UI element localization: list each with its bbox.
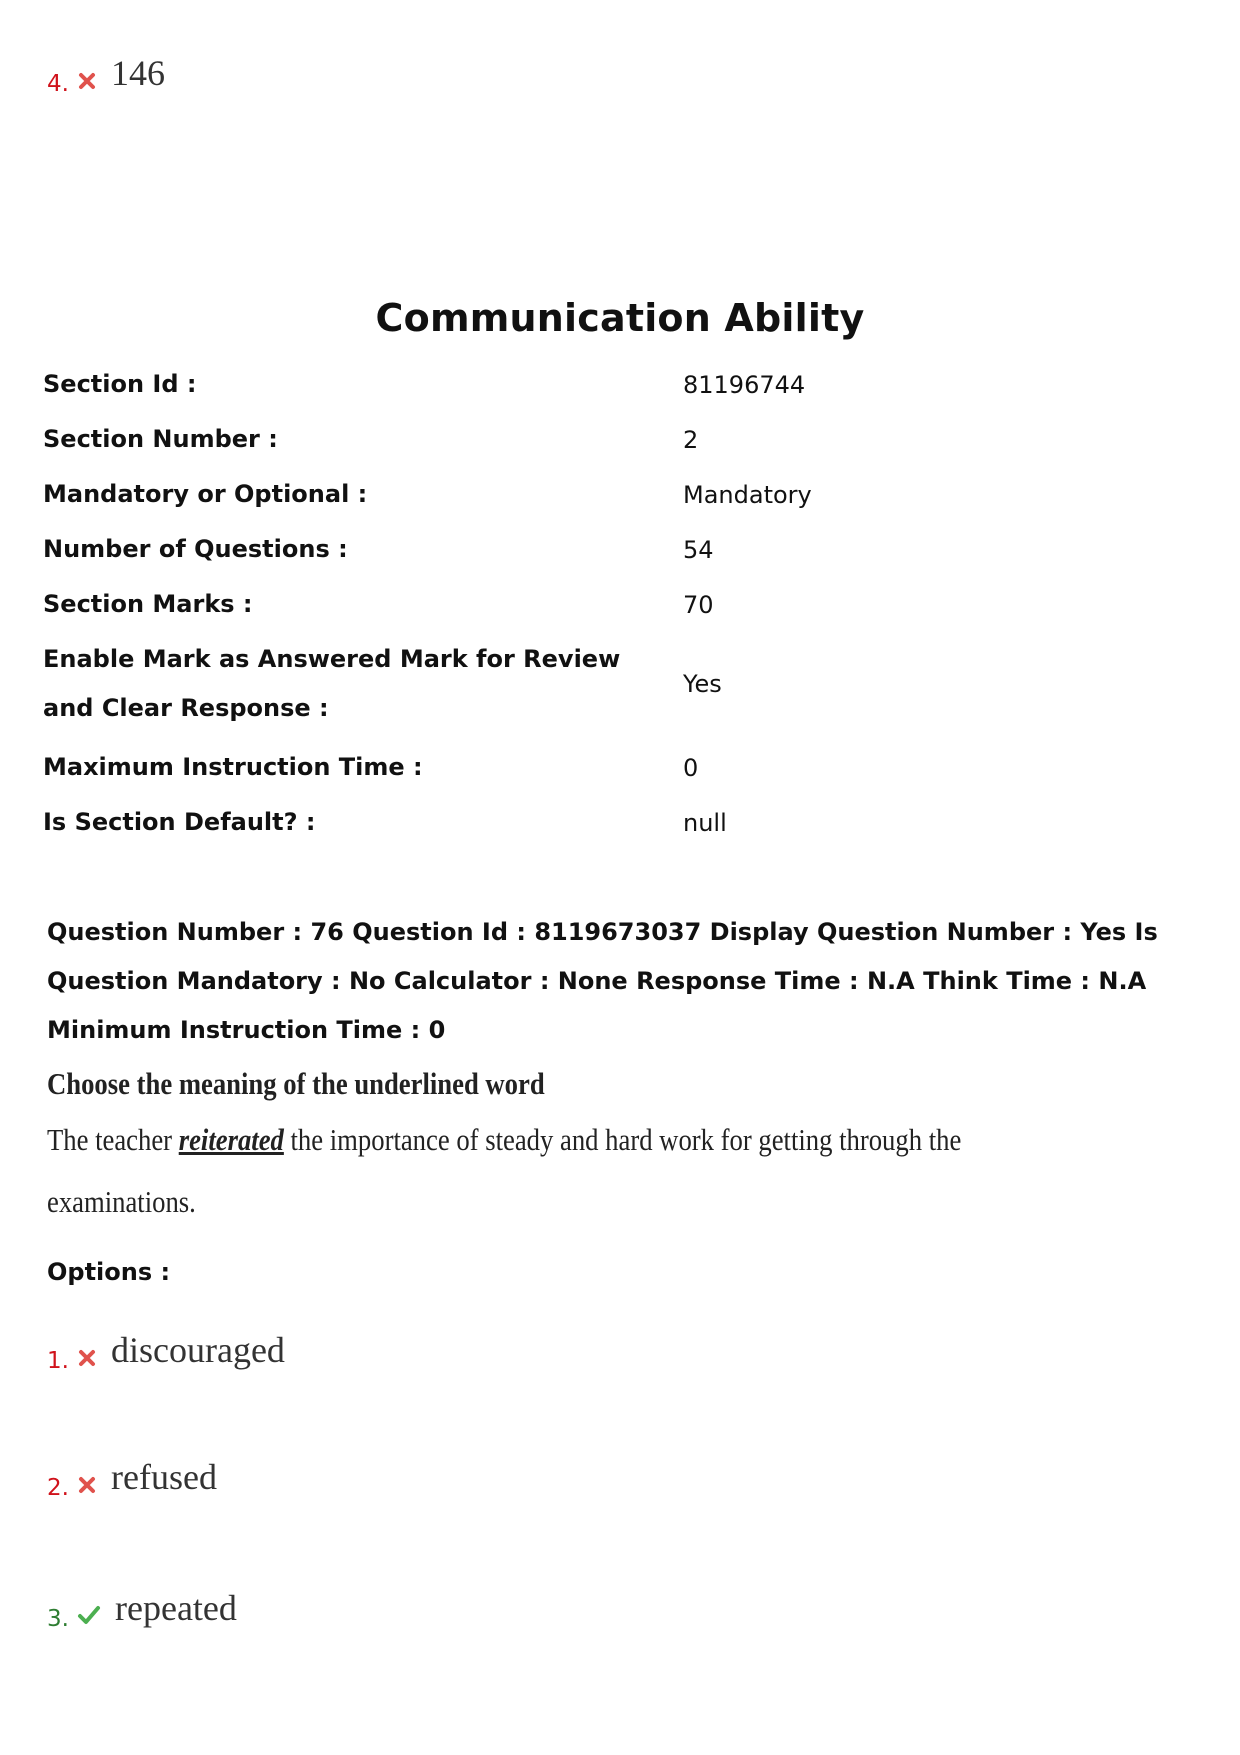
question-instruction: Choose the meaning of the underlined word — [47, 1066, 545, 1101]
info-value: 0 — [683, 754, 699, 782]
option-number: 3. — [47, 1606, 69, 1632]
info-label: Section Id : — [43, 370, 197, 398]
cross-icon — [77, 1348, 97, 1368]
option-3 — [47, 1590, 237, 1632]
options-label: Options : — [47, 1258, 171, 1286]
info-value: Mandatory — [683, 481, 812, 509]
info-label: Number of Questions : — [43, 535, 348, 563]
option-text: discouraged — [111, 1330, 285, 1370]
option-text: repeated — [115, 1588, 237, 1628]
option-text: 146 — [111, 53, 165, 93]
option-1 — [47, 1332, 285, 1374]
option-text: refused — [111, 1457, 217, 1497]
info-label: Section Number : — [43, 425, 278, 453]
info-value: 70 — [683, 591, 714, 619]
info-value: 81196744 — [683, 371, 806, 399]
option-number: 4. — [47, 71, 69, 97]
question-sentence — [47, 1122, 961, 1158]
info-label: Enable Mark as Answered Mark for Review and Clear Response : — [43, 645, 621, 722]
option-2 — [47, 1459, 217, 1501]
sentence-before: The teacher — [47, 1122, 179, 1157]
section-title: Communication Ability — [375, 296, 865, 340]
question-meta: Question Number : 76 Question Id : 8119673037 Display Question Number : Yes Is Question Mandatory : No Calculator : None Response Time : N.A Think Time : N.A Minimum Instruction Time : 0 — [47, 918, 1158, 1044]
option-number: 1. — [47, 1348, 69, 1374]
info-value: null — [683, 809, 727, 837]
cross-icon — [77, 71, 97, 91]
sentence-end: examinations. — [47, 1184, 196, 1219]
info-value: Yes — [683, 670, 722, 698]
info-label: Is Section Default? : — [43, 808, 316, 836]
option-number: 2. — [47, 1475, 69, 1501]
info-label: Section Marks : — [43, 590, 253, 618]
cross-icon — [77, 1475, 97, 1495]
check-icon — [77, 1604, 101, 1626]
question-body — [47, 1066, 1110, 1220]
info-value: 54 — [683, 536, 714, 564]
info-label: Maximum Instruction Time : — [43, 753, 423, 781]
info-value: 2 — [683, 426, 699, 454]
underlined-word: reiterated — [178, 1122, 284, 1157]
prev-option-4 — [47, 55, 165, 97]
sentence-after: the importance of steady and hard work for getting through the — [283, 1122, 962, 1157]
info-label: Mandatory or Optional : — [43, 480, 368, 508]
